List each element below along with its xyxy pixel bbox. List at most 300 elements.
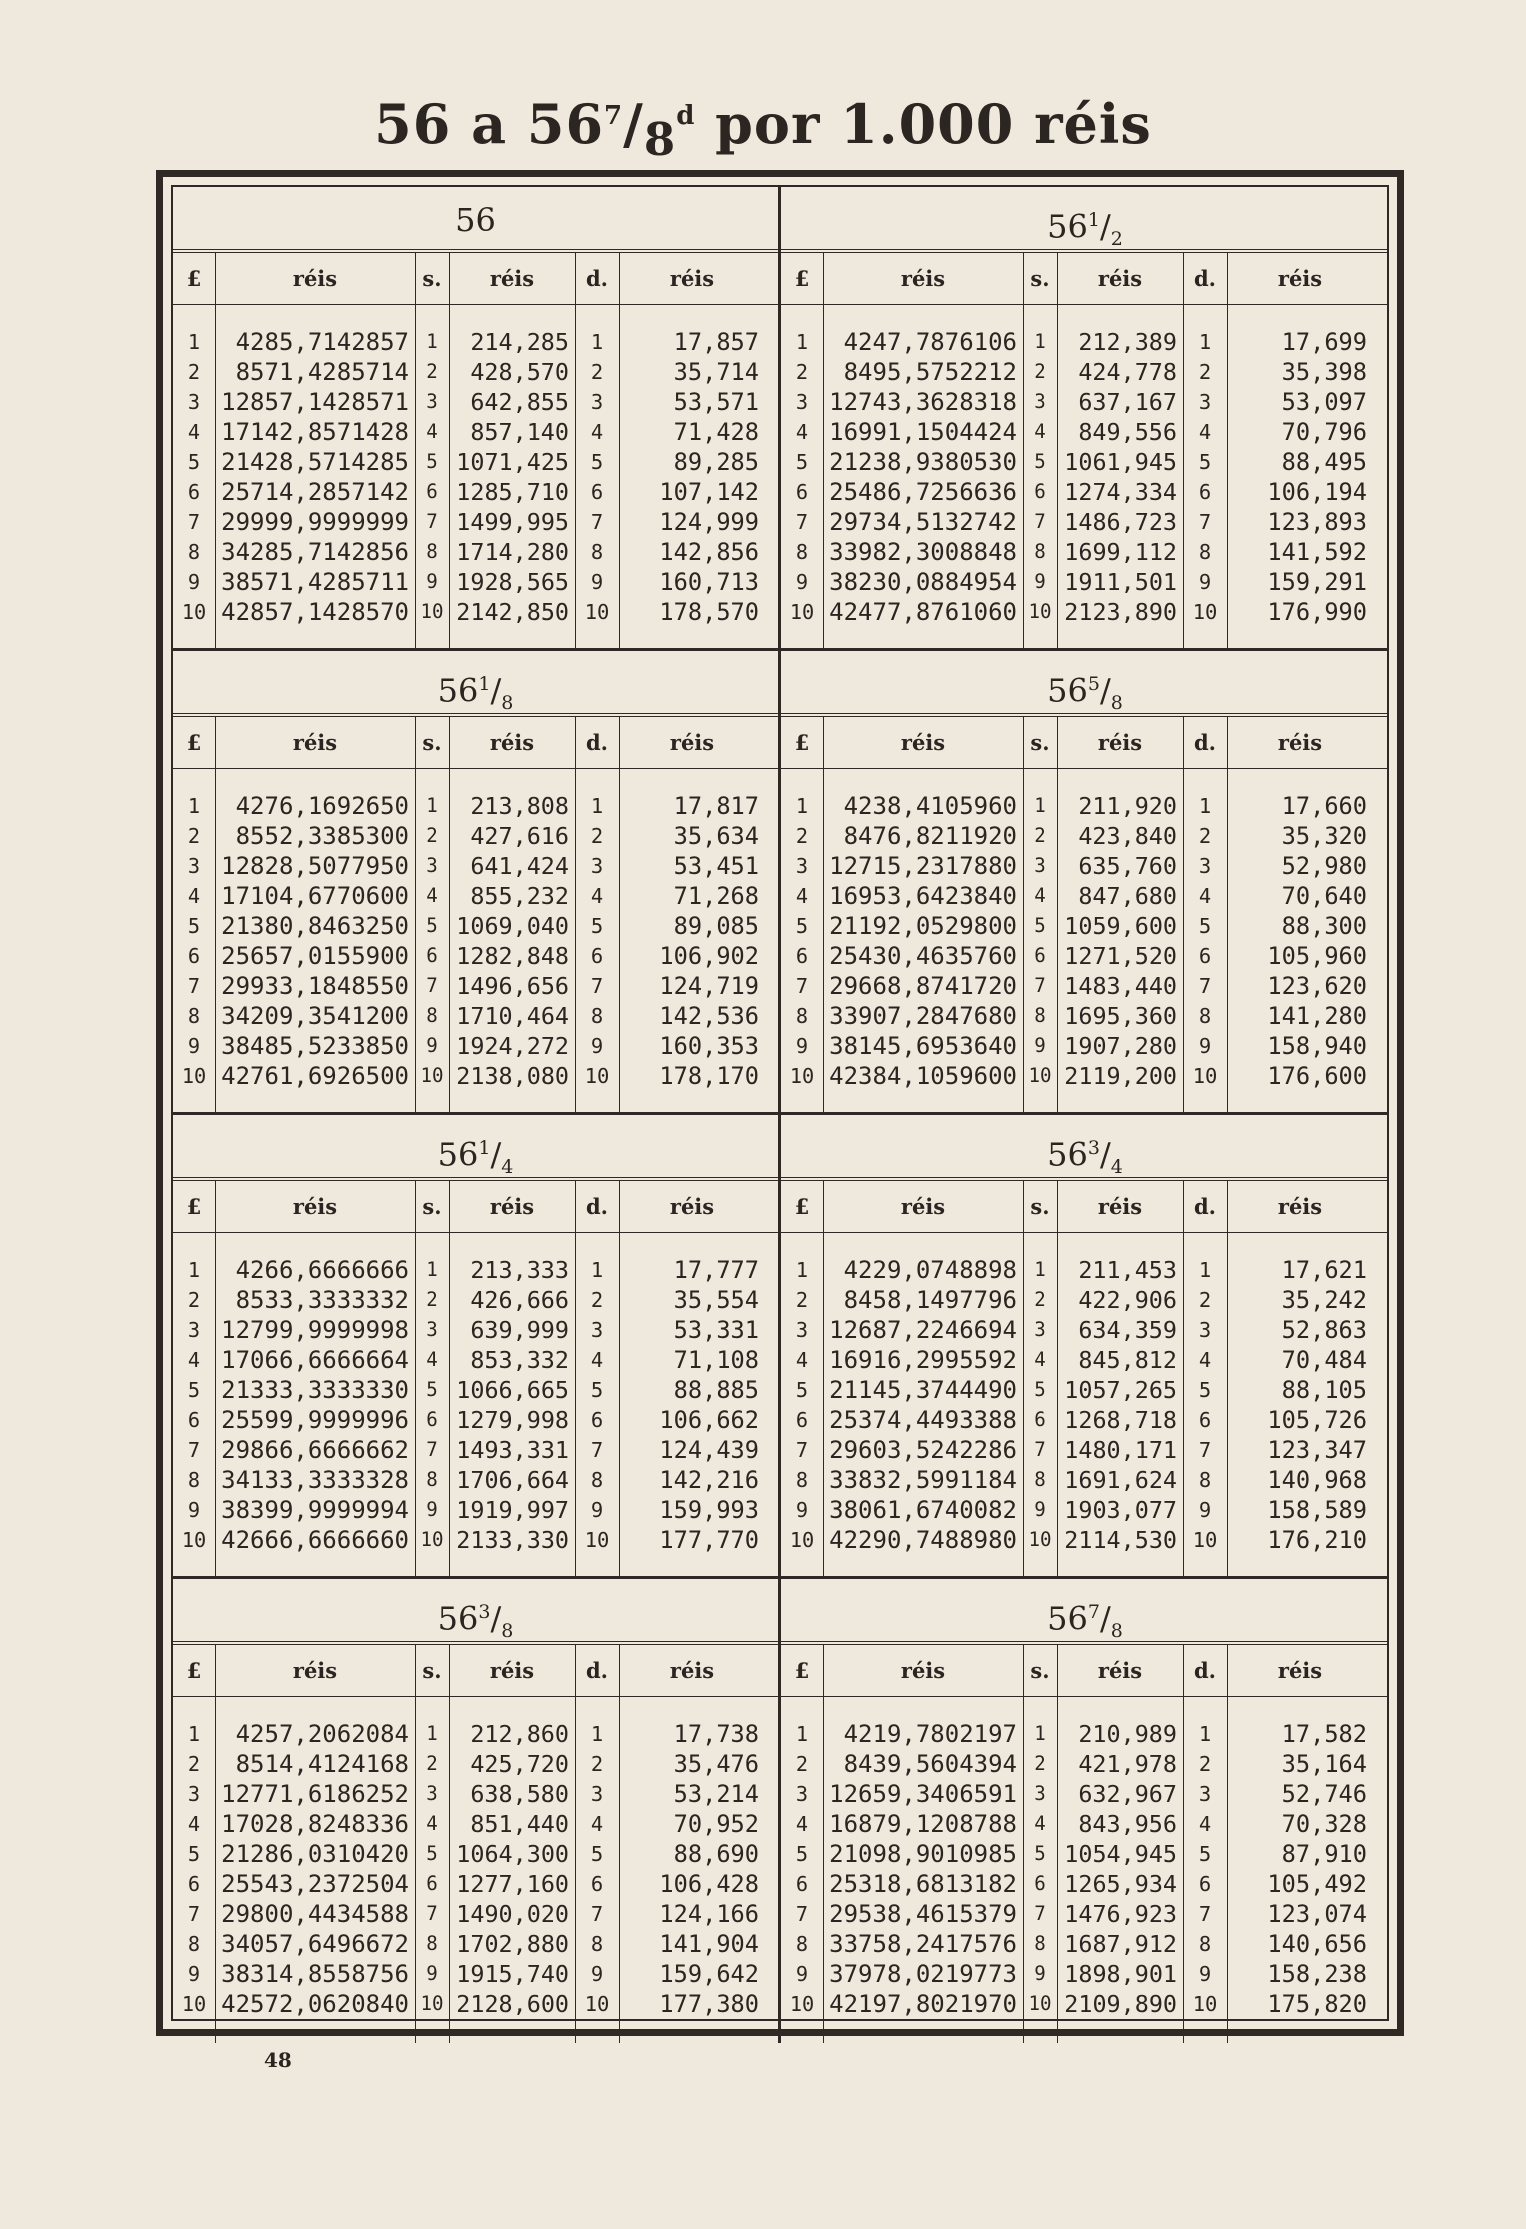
- table-cell: 177,380: [659, 1990, 759, 2018]
- rate-panel: [781, 187, 1389, 651]
- table-row: [173, 1061, 778, 1091]
- table-cell: 1691,624: [1064, 1466, 1177, 1494]
- table-cell: 10: [789, 1992, 815, 2016]
- table-cell: 16879,1208788: [829, 1810, 1017, 1838]
- rate-panel: [173, 1115, 781, 1579]
- table-cell: 124,999: [659, 508, 759, 536]
- table-cell: 632,967: [1078, 1780, 1177, 1808]
- table-cell: 1285,710: [456, 478, 569, 506]
- table-cell: 9: [590, 1498, 604, 1522]
- table-row: [781, 1719, 1389, 1749]
- table-cell: 5: [590, 1378, 604, 1402]
- table-cell: 1493,331: [456, 1436, 569, 1464]
- table-row: [781, 1031, 1389, 1061]
- table-cell: 4: [1198, 1348, 1212, 1372]
- column-header-row: [173, 1181, 778, 1233]
- table-cell: 106,428: [659, 1870, 759, 1898]
- table-cell: 17,738: [673, 1720, 759, 1748]
- table-cell: 849,556: [1078, 418, 1177, 446]
- table-cell: 5: [187, 1842, 201, 1866]
- table-cell: 1: [1198, 1722, 1212, 1746]
- table-cell: 87,910: [1281, 1840, 1367, 1868]
- table-row: [173, 1031, 778, 1061]
- table-row: [173, 971, 778, 1001]
- table-cell: 21380,8463250: [221, 912, 409, 940]
- table-row: [173, 477, 778, 507]
- table-cell: 5: [590, 450, 604, 474]
- table-cell: 1476,923: [1064, 1900, 1177, 1928]
- table-cell: 124,719: [659, 972, 759, 1000]
- table-cell: 16953,6423840: [829, 882, 1017, 910]
- table-cell: 6: [795, 480, 809, 504]
- table-cell: 9: [426, 570, 438, 593]
- table-row: [173, 1899, 778, 1929]
- column-header-row: [173, 253, 778, 305]
- table-row: [173, 417, 778, 447]
- table-cell: 4: [426, 420, 438, 443]
- table-cell: 2: [1034, 360, 1046, 383]
- table-row: [173, 1465, 778, 1495]
- table-row: [781, 1809, 1389, 1839]
- header-shilling: s.: [422, 1658, 442, 1683]
- table-cell: 9: [187, 1034, 201, 1058]
- table-cell: 7: [590, 1902, 604, 1926]
- table-cell: 5: [590, 1842, 604, 1866]
- table-cell: 3: [426, 1318, 438, 1341]
- table-cell: 71,268: [673, 882, 759, 910]
- table-row: [173, 851, 778, 881]
- table-row: [173, 1989, 778, 2019]
- table-cell: 1: [795, 330, 809, 354]
- column-header-row: [781, 1645, 1389, 1697]
- table-cell: 7: [1198, 510, 1212, 534]
- table-cell: 29933,1848550: [221, 972, 409, 1000]
- table-cell: 25599,9999996: [221, 1406, 409, 1434]
- header-pence: d.: [1194, 266, 1216, 291]
- table-cell: 8: [1034, 1932, 1046, 1955]
- table-row: [781, 1525, 1389, 1555]
- table-row: [781, 597, 1389, 627]
- table-cell: 37978,0219773: [829, 1960, 1017, 1988]
- table-cell: 4: [1034, 1812, 1046, 1835]
- table-cell: 42477,8761060: [829, 598, 1017, 626]
- table-cell: 211,920: [1078, 792, 1177, 820]
- rate-panel: [173, 187, 781, 651]
- table-cell: 17,857: [673, 328, 759, 356]
- table-cell: 53,331: [673, 1316, 759, 1344]
- table-cell: 4: [795, 420, 809, 444]
- table-cell: 29866,6666662: [221, 1436, 409, 1464]
- table-cell: 10: [1192, 1992, 1218, 2016]
- panel-body: [781, 1697, 1389, 2043]
- table-cell: 1: [187, 330, 201, 354]
- table-row: [173, 1719, 778, 1749]
- table-cell: 1059,600: [1064, 912, 1177, 940]
- header-reis: réis: [669, 1658, 715, 1683]
- panel-rate-title: $56^1/_2$: [781, 187, 1389, 253]
- table-cell: 7: [1034, 1438, 1046, 1461]
- table-cell: 7: [590, 1438, 604, 1462]
- table-cell: 4: [1198, 1812, 1212, 1836]
- table-cell: 5: [590, 914, 604, 938]
- table-row: [781, 537, 1389, 567]
- header-shilling: s.: [1030, 1194, 1050, 1219]
- table-cell: 1907,280: [1064, 1032, 1177, 1060]
- table-row: [781, 567, 1389, 597]
- table-cell: 8: [1198, 1932, 1212, 1956]
- table-cell: 7: [426, 510, 438, 533]
- table-cell: 12715,2317880: [829, 852, 1017, 880]
- table-cell: 2: [590, 360, 604, 384]
- table-cell: 12771,6186252: [221, 1780, 409, 1808]
- column-header-row: [781, 253, 1389, 305]
- table-cell: 5: [1034, 1842, 1046, 1865]
- header-pence: d.: [1194, 1658, 1216, 1683]
- panel-rate-title: [173, 187, 778, 253]
- table-cell: 7: [1198, 1438, 1212, 1462]
- table-cell: 25486,7256636: [829, 478, 1017, 506]
- table-cell: 35,320: [1281, 822, 1367, 850]
- header-pound: £: [186, 730, 202, 755]
- table-cell: 9: [1198, 1498, 1212, 1522]
- table-cell: 1924,272: [456, 1032, 569, 1060]
- table-cell: 5: [1198, 1378, 1212, 1402]
- table-cell: 10: [181, 1528, 207, 1552]
- table-cell: 4247,7876106: [843, 328, 1017, 356]
- table-cell: 6: [426, 1872, 438, 1895]
- table-row: [173, 1345, 778, 1375]
- table-cell: 107,142: [659, 478, 759, 506]
- table-cell: 5: [1198, 450, 1212, 474]
- table-cell: 212,860: [470, 1720, 569, 1748]
- table-cell: 8458,1497796: [843, 1286, 1017, 1314]
- header-pence: d.: [586, 730, 608, 755]
- table-cell: 105,960: [1267, 942, 1367, 970]
- table-row: [781, 971, 1389, 1001]
- table-cell: 3: [426, 390, 438, 413]
- table-cell: 10: [1192, 1064, 1218, 1088]
- table-cell: 1: [795, 1722, 809, 1746]
- header-reis: réis: [900, 1194, 946, 1219]
- table-row: [173, 1749, 778, 1779]
- table-cell: 7: [187, 974, 201, 998]
- table-cell: 2119,200: [1064, 1062, 1177, 1090]
- table-cell: 7: [426, 974, 438, 997]
- header-pound: £: [794, 266, 810, 291]
- table-cell: 106,902: [659, 942, 759, 970]
- table-cell: 34133,3333328: [221, 1466, 409, 1494]
- table-cell: 17,699: [1281, 328, 1367, 356]
- table-frame: [156, 170, 1404, 2036]
- header-pound: £: [794, 730, 810, 755]
- table-cell: 21192,0529800: [829, 912, 1017, 940]
- table-cell: 142,856: [659, 538, 759, 566]
- table-row: [781, 1929, 1389, 1959]
- panel-fraction-denominator: 4: [501, 1156, 514, 1179]
- table-cell: 1064,300: [456, 1840, 569, 1868]
- table-row: [781, 1959, 1389, 1989]
- table-cell: 4: [426, 1812, 438, 1835]
- table-cell: 38485,5233850: [221, 1032, 409, 1060]
- table-cell: 10: [584, 1064, 610, 1088]
- table-cell: 4: [795, 1348, 809, 1372]
- table-cell: 6: [1034, 1408, 1046, 1431]
- panel-rate-label: 56: [1047, 1599, 1088, 1638]
- column-header-row: [173, 1645, 778, 1697]
- table-cell: 34057,6496672: [221, 1930, 409, 1958]
- table-row: [173, 1375, 778, 1405]
- table-cell: 160,713: [659, 568, 759, 596]
- table-cell: 1687,912: [1064, 1930, 1177, 1958]
- table-cell: 1061,945: [1064, 448, 1177, 476]
- table-cell: 1702,880: [456, 1930, 569, 1958]
- table-cell: 425,720: [470, 1750, 569, 1778]
- table-cell: 212,389: [1078, 328, 1177, 356]
- panel-rate-title: $56^3/_8$: [173, 1579, 778, 1645]
- table-row: [173, 1929, 778, 1959]
- table-cell: 8: [426, 1468, 438, 1491]
- table-cell: 4: [187, 1812, 201, 1836]
- table-cell: 4: [590, 1348, 604, 1372]
- table-cell: 12743,3628318: [829, 388, 1017, 416]
- table-cell: 2123,890: [1064, 598, 1177, 626]
- table-row: [173, 1315, 778, 1345]
- header-reis: réis: [292, 1194, 338, 1219]
- table-cell: 9: [1034, 1034, 1046, 1057]
- table-cell: 4276,1692650: [235, 792, 409, 820]
- table-cell: 1: [1034, 1722, 1046, 1745]
- table-cell: 9: [1198, 1962, 1212, 1986]
- table-cell: 428,570: [470, 358, 569, 386]
- table-cell: 1279,998: [456, 1406, 569, 1434]
- panel-body: [781, 1233, 1389, 1576]
- header-reis: réis: [489, 266, 535, 291]
- table-cell: 8: [187, 540, 201, 564]
- header-pence: d.: [1194, 1194, 1216, 1219]
- table-cell: 17,777: [673, 1256, 759, 1284]
- table-row: [173, 1809, 778, 1839]
- table-cell: 7: [426, 1902, 438, 1925]
- table-cell: 7: [187, 1902, 201, 1926]
- table-cell: 6: [590, 480, 604, 504]
- table-cell: 1265,934: [1064, 1870, 1177, 1898]
- table-cell: 3: [187, 390, 201, 414]
- panel-rate-title: $56^7/_8$: [781, 1579, 1389, 1645]
- table-cell: 10: [584, 1528, 610, 1552]
- table-cell: 12799,9999998: [221, 1316, 409, 1344]
- header-pence: d.: [586, 1194, 608, 1219]
- table-cell: 5: [1034, 914, 1046, 937]
- panel-body: [781, 769, 1389, 1112]
- table-cell: 8: [426, 1932, 438, 1955]
- table-cell: 3: [1034, 1318, 1046, 1341]
- table-cell: 1271,520: [1064, 942, 1177, 970]
- table-cell: 3: [795, 1782, 809, 1806]
- table-cell: 422,906: [1078, 1286, 1177, 1314]
- table-cell: 175,820: [1267, 1990, 1367, 2018]
- table-cell: 7: [187, 1438, 201, 1462]
- table-cell: 4: [590, 1812, 604, 1836]
- table-cell: 8: [590, 540, 604, 564]
- table-cell: 2109,890: [1064, 1990, 1177, 2018]
- table-cell: 9: [590, 1962, 604, 1986]
- table-cell: 8439,5604394: [843, 1750, 1017, 1778]
- table-cell: 35,242: [1281, 1286, 1367, 1314]
- panel-rate-title: $56^1/_8$: [173, 651, 778, 717]
- table-cell: 2: [795, 824, 809, 848]
- table-cell: 21286,0310420: [221, 1840, 409, 1868]
- table-cell: 33758,2417576: [829, 1930, 1017, 1958]
- title-d-suffix: d: [676, 101, 696, 131]
- table-row: [173, 1255, 778, 1285]
- table-cell: 17066,6666664: [221, 1346, 409, 1374]
- table-cell: 9: [426, 1962, 438, 1985]
- table-cell: 178,170: [659, 1062, 759, 1090]
- table-cell: 2: [187, 1752, 201, 1776]
- table-row: [781, 1001, 1389, 1031]
- table-cell: 33982,3008848: [829, 538, 1017, 566]
- header-pence: d.: [586, 266, 608, 291]
- table-row: [173, 537, 778, 567]
- header-shilling: s.: [422, 1194, 442, 1219]
- table-cell: 8: [1034, 540, 1046, 563]
- table-cell: 10: [181, 600, 207, 624]
- table-cell: 9: [795, 1498, 809, 1522]
- table-cell: 25657,0155900: [221, 942, 409, 970]
- table-cell: 6: [795, 1408, 809, 1432]
- table-cell: 35,164: [1281, 1750, 1367, 1778]
- table-inner: [171, 185, 1389, 2021]
- rate-panel: [173, 651, 781, 1115]
- table-row: [781, 1285, 1389, 1315]
- page-title: 56 a $56^7/_8^d$ por 1.000 réis: [374, 92, 1152, 166]
- header-reis: réis: [292, 730, 338, 755]
- table-cell: 17,621: [1281, 1256, 1367, 1284]
- table-cell: 123,620: [1267, 972, 1367, 1000]
- table-cell: 52,863: [1281, 1316, 1367, 1344]
- table-cell: 1706,664: [456, 1466, 569, 1494]
- table-cell: 71,428: [673, 418, 759, 446]
- table-cell: 6: [1034, 1872, 1046, 1895]
- table-cell: 4: [187, 420, 201, 444]
- panel-fraction-denominator: 8: [501, 692, 514, 715]
- table-cell: 421,978: [1078, 1750, 1177, 1778]
- table-cell: 4: [1198, 420, 1212, 444]
- table-cell: 7: [1198, 974, 1212, 998]
- table-cell: 639,999: [470, 1316, 569, 1344]
- table-cell: 158,589: [1267, 1496, 1367, 1524]
- table-cell: 141,280: [1267, 1002, 1367, 1030]
- panel-body: [173, 1697, 778, 2043]
- table-cell: 10: [1028, 1992, 1052, 2015]
- table-cell: 8: [795, 1932, 809, 1956]
- table-cell: 10: [1192, 600, 1218, 624]
- table-cell: 637,167: [1078, 388, 1177, 416]
- table-row: [173, 1001, 778, 1031]
- table-cell: 5: [426, 1378, 438, 1401]
- table-cell: 17104,6770600: [221, 882, 409, 910]
- table-cell: 25318,6813182: [829, 1870, 1017, 1898]
- table-cell: 142,536: [659, 1002, 759, 1030]
- rate-panel: [173, 1579, 781, 2043]
- table-cell: 52,980: [1281, 852, 1367, 880]
- table-row: [173, 1435, 778, 1465]
- table-cell: 6: [426, 480, 438, 503]
- table-row: [781, 1839, 1389, 1869]
- table-cell: 426,666: [470, 1286, 569, 1314]
- table-cell: 2: [1034, 1288, 1046, 1311]
- panel-fraction-numerator: 3: [1087, 1137, 1100, 1159]
- table-cell: 88,885: [673, 1376, 759, 1404]
- table-row: [173, 447, 778, 477]
- table-cell: 10: [1028, 600, 1052, 623]
- header-reis: réis: [900, 266, 946, 291]
- table-cell: 71,108: [673, 1346, 759, 1374]
- table-cell: 853,332: [470, 1346, 569, 1374]
- header-reis: réis: [292, 266, 338, 291]
- table-cell: 1695,360: [1064, 1002, 1177, 1030]
- table-cell: 857,140: [470, 418, 569, 446]
- header-reis: réis: [1097, 730, 1143, 755]
- table-cell: 176,600: [1267, 1062, 1367, 1090]
- table-cell: 3: [426, 854, 438, 877]
- table-cell: 3: [795, 390, 809, 414]
- table-cell: 53,571: [673, 388, 759, 416]
- table-cell: 8: [795, 540, 809, 564]
- table-cell: 8571,4285714: [235, 358, 409, 386]
- table-cell: 29800,4434588: [221, 1900, 409, 1928]
- table-cell: 70,796: [1281, 418, 1367, 446]
- table-cell: 1898,901: [1064, 1960, 1177, 1988]
- table-cell: 29734,5132742: [829, 508, 1017, 536]
- table-cell: 634,359: [1078, 1316, 1177, 1344]
- table-cell: 6: [1198, 1872, 1212, 1896]
- table-cell: 106,194: [1267, 478, 1367, 506]
- table-cell: 2: [187, 824, 201, 848]
- table-cell: 10: [420, 600, 444, 623]
- table-cell: 7: [590, 510, 604, 534]
- table-row: [173, 1869, 778, 1899]
- panel-rate-title: $56^5/_8$: [781, 651, 1389, 717]
- table-cell: 8: [426, 1004, 438, 1027]
- table-row: [781, 417, 1389, 447]
- table-cell: 4: [590, 884, 604, 908]
- table-cell: 7: [795, 510, 809, 534]
- header-reis: réis: [489, 1658, 535, 1683]
- table-cell: 88,495: [1281, 448, 1367, 476]
- table-cell: 855,232: [470, 882, 569, 910]
- table-cell: 176,210: [1267, 1526, 1367, 1554]
- table-cell: 10: [181, 1064, 207, 1088]
- column-header-row: [173, 717, 778, 769]
- table-cell: 635,760: [1078, 852, 1177, 880]
- table-cell: 5: [795, 914, 809, 938]
- table-cell: 641,424: [470, 852, 569, 880]
- table-cell: 7: [426, 1438, 438, 1461]
- table-cell: 4: [426, 884, 438, 907]
- table-cell: 1: [795, 794, 809, 818]
- table-cell: 2: [426, 1288, 438, 1311]
- table-cell: 10: [789, 1528, 815, 1552]
- table-cell: 2: [1034, 1752, 1046, 1775]
- table-cell: 6: [795, 1872, 809, 1896]
- table-row: [781, 911, 1389, 941]
- panel-rate-title: $56^1/_4$: [173, 1115, 778, 1181]
- table-cell: 124,439: [659, 1436, 759, 1464]
- table-cell: 5: [795, 1378, 809, 1402]
- table-cell: 3: [1034, 390, 1046, 413]
- table-cell: 12659,3406591: [829, 1780, 1017, 1808]
